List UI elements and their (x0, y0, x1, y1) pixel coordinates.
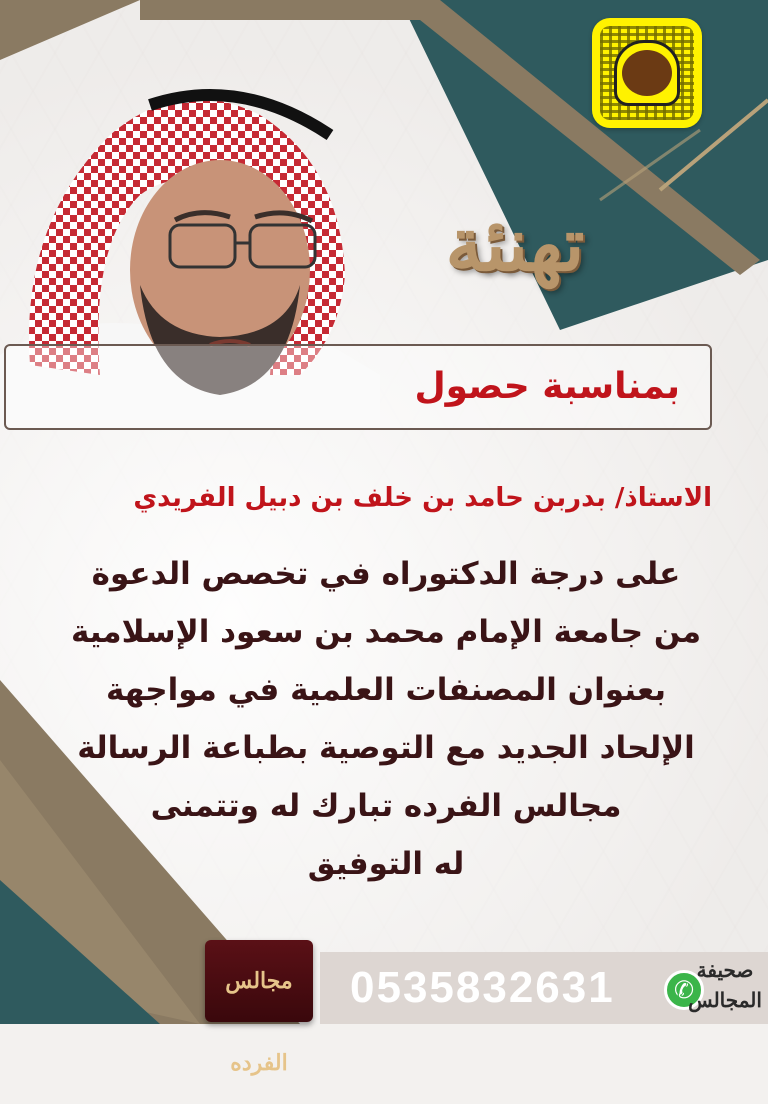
body-line: الإلحاد الجديد مع التوصية بطباعة الرسالة (77, 730, 695, 766)
body-line: بعنوان المصنفات العلمية في مواجهة (105, 672, 666, 708)
sahifa-line-2: المجالس (688, 988, 762, 1012)
headline-tahniah: تهنئة (445, 202, 585, 288)
sahifa-line-1: صحيفة (696, 958, 754, 982)
body-text (60, 545, 712, 893)
body-line: على درجة الدكتوراه في تخصص الدعوة (91, 556, 681, 592)
sahifa-almajalis-logo (682, 955, 768, 1024)
logo-emblem-icon (205, 940, 313, 1076)
phone-number[interactable]: 0535832631 (350, 963, 615, 1012)
body-line: مجالس الفرده تبارك له وتتمنى (150, 788, 622, 824)
banner-title: بمناسبة حصول (414, 366, 680, 407)
snapchat-code-icon (592, 18, 702, 128)
body-line: من جامعة الإمام محمد بن سعود الإسلامية (70, 614, 702, 650)
snapcode-logo (622, 50, 672, 96)
top-left-tan-corner (0, 0, 140, 60)
body-line: له التوفيق (307, 846, 465, 882)
logo-text: مجالس الفرده (225, 968, 293, 1076)
recipient-name: الاستاذ/ بدربن حامد بن خلف بن دبيل الفريدي (133, 483, 712, 513)
